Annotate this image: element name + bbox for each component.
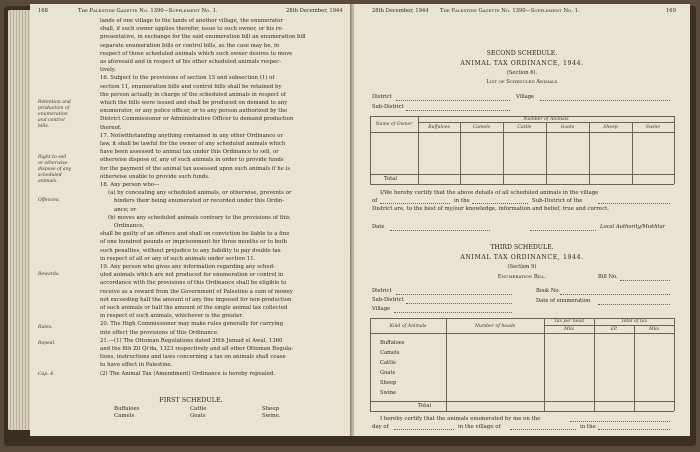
t3-district-label: District xyxy=(372,288,392,294)
t2-col-buffaloes: Buffaloes xyxy=(428,125,450,130)
subdistrict-blank xyxy=(406,110,510,111)
t2-col-camels: Camels xyxy=(472,125,491,130)
third-schedule-title: THIRD SCHEDULE. xyxy=(490,244,554,251)
cert-blank xyxy=(570,421,670,422)
third-cert-line1: I hereby certify that the animals enumerated by me on the xyxy=(380,416,541,422)
t2-col-cattle: Cattle xyxy=(517,125,532,130)
body-text-line: District Commissioner or Administrative Officer to demand production xyxy=(100,116,294,123)
body-text-line: have been assessed to animal tax under this Ordinance to sell, or xyxy=(100,149,279,156)
t2-bottom-border xyxy=(370,184,674,185)
t2-right-border xyxy=(674,116,675,184)
margin-note: scheduled xyxy=(38,173,62,178)
body-text-line: (b) moves any scheduled animals contrary to the provisions of this xyxy=(108,214,290,221)
body-text-line: the person actually in charge of the scheduled animals in respect of xyxy=(100,91,286,98)
schedule-animal-buffaloes: Buffaloes xyxy=(114,406,140,412)
body-text-line: tively. xyxy=(100,67,116,74)
body-text-line: to have effect in Palestine. xyxy=(100,362,173,369)
district-blank xyxy=(396,100,510,101)
t2-col-sheep: Sheep xyxy=(603,125,618,130)
body-text-line: (2) The Animal Tax (Amendment) Ordinance is hereby repealed. xyxy=(100,370,276,377)
cert-blank xyxy=(394,429,454,430)
margin-note: Rewards. xyxy=(38,272,60,277)
body-text-line: such penalties, without prejudice to any liability to pay double tax xyxy=(100,247,281,254)
schedule-animal-cattle: Cattle xyxy=(190,406,207,412)
left-header-title: The Palestine Gazette No. 1390—Supplement No. 1. xyxy=(78,8,218,14)
body-text-line: otherwise dispose of, any of such animals in order to provide funds xyxy=(100,157,284,164)
schedule-animal-camels: Camels xyxy=(114,413,135,419)
body-text-line: for the payment of the animal tax assessed upon such animals if he is xyxy=(100,165,291,172)
t3-row-swine: Swine xyxy=(380,390,397,396)
t3-header-border xyxy=(370,333,674,334)
body-text-line: uled animals which are not produced for enumeration or control in xyxy=(100,272,284,279)
cert-blank xyxy=(380,203,450,204)
margin-note: or otherwise xyxy=(38,161,68,166)
book-no-blank xyxy=(560,294,670,295)
bill-no-label: Bill No. xyxy=(598,274,618,280)
t3-heads-header: Number of heads xyxy=(474,324,516,329)
margin-note: Right to sell xyxy=(38,155,67,160)
second-schedule-list-title: List of Scheduled Animals xyxy=(486,79,558,85)
page-edges xyxy=(8,10,32,430)
body-text-line: of one hundred pounds or imprisonment for three months or to both xyxy=(100,239,287,246)
body-text-line: accordance with the provisions of this Ordinance shall be eligible to xyxy=(100,280,287,287)
district-label: District xyxy=(372,94,392,100)
t2-group-header: Number of Animals xyxy=(523,117,569,122)
t3-kind-header: Kind of Animals xyxy=(389,324,427,329)
second-cert-line2-sub: Sub-District of the xyxy=(532,198,583,204)
margin-note: Rules. xyxy=(38,325,53,330)
body-text-line: tions, instructions and laws concerning a tax on animals shall cease xyxy=(100,354,286,361)
margin-note: Repeal. xyxy=(38,341,56,346)
margin-note: production of xyxy=(38,106,70,111)
left-header-date: 28th December, 1944 xyxy=(286,8,343,14)
t3-col-divider xyxy=(446,318,447,411)
t3-row-sheep: Sheep xyxy=(380,380,397,386)
t3-total-tax-header: Total of tax xyxy=(620,319,648,324)
body-text-line: in respect of all or any of such animals under section 11. xyxy=(100,255,256,262)
second-cert-line3: District are, to the best of my/our knowledge, information and belief, true and correct. xyxy=(372,206,610,212)
left-page-number: 168 xyxy=(38,8,48,14)
body-text-line: into effect the provisions of this Ordinance. xyxy=(100,329,219,336)
t3-tax-per-head-header: Tax per head xyxy=(553,319,585,324)
t2-col-divider xyxy=(503,122,504,184)
body-text-line: 16. Subject to the provisions of section 15 and subsection (1) of xyxy=(100,75,275,82)
t2-total-label: Total xyxy=(384,176,398,182)
body-text-line: enumerator, or any police officer, or to any person authorized by the xyxy=(100,108,288,115)
t3-sub-mils-total: Mils xyxy=(649,327,659,332)
t2-col-divider xyxy=(589,122,590,184)
body-text-line: 20. The High Commissioner may make rules generally for carrying xyxy=(100,321,284,328)
body-text-line: 18. Any person who— xyxy=(100,182,160,188)
body-text-line: receive as a reward from the Government of Palestine a sum of money xyxy=(100,288,293,295)
margin-note: Offences. xyxy=(38,198,60,203)
body-text-line: 19. Any person who gives any information regarding any sched- xyxy=(100,264,275,270)
date-label: Date xyxy=(372,224,385,230)
body-text-line: 21.—(1) The Ottoman Regulations dated 26th Jumad el Awal, 1360 xyxy=(100,337,283,344)
body-text-line: (a) by concealing any scheduled animals, or otherwise, prevents or xyxy=(108,190,292,197)
body-text-line: of such animals or half the amount of the single animal tax collected xyxy=(100,305,288,311)
third-schedule-subtitle: ANIMAL TAX ORDINANCE, 1944. xyxy=(460,254,584,261)
body-text-line: presentative, in exchange for the said enumeration bill an enumeration bill xyxy=(100,34,306,41)
second-cert-line1: I/We hereby certify that the above details of all scheduled animals in the village xyxy=(380,190,599,196)
third-cert-line2-village: in the village of xyxy=(458,424,501,430)
body-text-line: in respect of such animals, whichever is the greater. xyxy=(100,313,244,320)
second-cert-line2-in: in the xyxy=(454,198,470,204)
t2-col-goats: Goats xyxy=(560,125,575,130)
margin-note: Cap. 4. xyxy=(38,372,55,377)
third-cert-line2-in: in the xyxy=(580,424,596,430)
cert-blank xyxy=(598,429,670,430)
subdistrict-label: Sub-District xyxy=(372,104,404,110)
t2-col-divider xyxy=(460,122,461,184)
date-enumeration-blank xyxy=(598,304,670,305)
body-text-line: as aforesaid and in respect of his other scheduled animals respec- xyxy=(100,59,282,65)
date-blank xyxy=(390,230,490,231)
cert-blank xyxy=(598,203,670,204)
village-label: Village xyxy=(516,94,535,100)
t3-bottom-border xyxy=(370,411,674,412)
t3-group-border xyxy=(544,325,674,326)
body-text-line: law, it shall be lawful for the owner of any scheduled animals which xyxy=(100,141,286,147)
t2-col-divider xyxy=(632,122,633,184)
signature-blank xyxy=(530,230,596,231)
body-text-line: not exceeding half the amount of any fine imposed for non-production xyxy=(100,296,292,303)
second-cert-line2-of: of xyxy=(372,198,378,204)
t3-row-cattle: Cattle xyxy=(380,360,396,366)
t3-row-camels: Camels xyxy=(380,350,400,356)
body-text-line: which the bills were issued and shall be produced on demand to any xyxy=(100,100,288,106)
right-page-number: 169 xyxy=(666,8,676,14)
enumeration-bill-title: Enumeration Bill. xyxy=(497,274,547,280)
book-no-label: Book No. xyxy=(536,288,561,294)
right-header-date: 28th December, 1944 xyxy=(372,8,429,14)
t2-col-swine: Swine xyxy=(645,125,661,130)
t3-subdistrict-label: Sub-District xyxy=(372,297,404,303)
bill-no-blank xyxy=(620,280,670,281)
t3-sub-mils: Mils xyxy=(564,327,574,332)
t3-subdistrict-blank xyxy=(406,303,512,304)
schedule-animal-goats: Goats xyxy=(190,413,206,419)
t3-col-divider xyxy=(634,325,635,411)
village-blank xyxy=(540,100,670,101)
body-text-line: respect of those scheduled animals which such owner desires to move xyxy=(100,50,293,57)
body-text-line: ance; or xyxy=(114,206,137,213)
t2-total-border xyxy=(370,174,674,175)
third-cert-line2-day: day of xyxy=(372,424,389,430)
t3-left-border xyxy=(370,318,371,411)
t3-row-goats: Goats xyxy=(380,370,396,376)
margin-note: enumeration xyxy=(38,112,68,117)
signature-label: Local Authority/Mukhtar xyxy=(600,224,666,230)
second-schedule-subtitle: ANIMAL TAX ORDINANCE, 1944. xyxy=(460,60,584,67)
body-text-line: shall be guilty of an offence and shall on conviction be liable to a fine xyxy=(100,231,290,238)
body-text-line: section 11, enumeration bills and control bills shall be retained by xyxy=(100,83,282,90)
body-text-line: lands of one village to the lands of another village, the enumerator xyxy=(100,18,283,24)
cert-blank xyxy=(472,203,528,204)
third-schedule-section: (Section 9) xyxy=(507,264,537,270)
margin-note: Retention and xyxy=(38,100,71,105)
t3-district-blank xyxy=(396,294,512,295)
body-text-line: thereof. xyxy=(100,124,122,131)
left-page xyxy=(30,4,352,436)
right-page xyxy=(354,4,690,436)
t2-header-border xyxy=(370,132,674,133)
margin-note: animals. xyxy=(38,179,58,184)
body-text-line: shall, if such owner applies therefor, issue to such owner, or his re- xyxy=(100,26,284,33)
t3-row-buffaloes: Buffaloes xyxy=(380,340,405,346)
date-enumeration-label: Date of enumeration xyxy=(536,298,591,304)
cert-blank xyxy=(510,429,576,430)
t3-total-border xyxy=(370,401,674,402)
t3-village-label: Village xyxy=(372,306,391,312)
t3-total-label: Total xyxy=(418,403,432,409)
schedule-animal-swine: Swine. xyxy=(262,413,281,419)
body-text-line: otherwise unable to provide such funds. xyxy=(100,173,210,180)
second-schedule-section: (Section 6). xyxy=(506,70,538,76)
right-header-title: The Palestine Gazette No. 1390—Supplement No. 1. xyxy=(440,8,580,14)
schedule-animal-sheep: Sheep xyxy=(262,406,279,412)
t2-owner-header: Name of Owner xyxy=(375,122,413,127)
first-schedule-title: FIRST SCHEDULE. xyxy=(159,396,223,404)
margin-note: and control xyxy=(38,118,65,123)
second-schedule-title: SECOND SCHEDULE. xyxy=(486,50,558,57)
body-text-line: separate enumeration bills or control bills, as the case may be, in xyxy=(100,42,280,49)
body-text-line: hinders their being enumerated or recorded under this Ordin- xyxy=(114,198,285,205)
margin-note: bills. xyxy=(38,124,50,129)
body-text-line: Ordinance, xyxy=(114,223,145,229)
body-text-line: 17. Notwithstanding anything contained in any other Ordinance or xyxy=(100,132,284,139)
body-text-line: and the 8th Zil Qi'da, 1323 respectively and all other Ottoman Regula- xyxy=(100,346,294,352)
t2-col-divider xyxy=(546,122,547,184)
t3-sub-pounds: £P. xyxy=(610,327,618,332)
margin-note: dispose of any xyxy=(38,167,72,172)
t3-village-blank xyxy=(394,312,512,313)
t3-right-border xyxy=(674,318,675,411)
